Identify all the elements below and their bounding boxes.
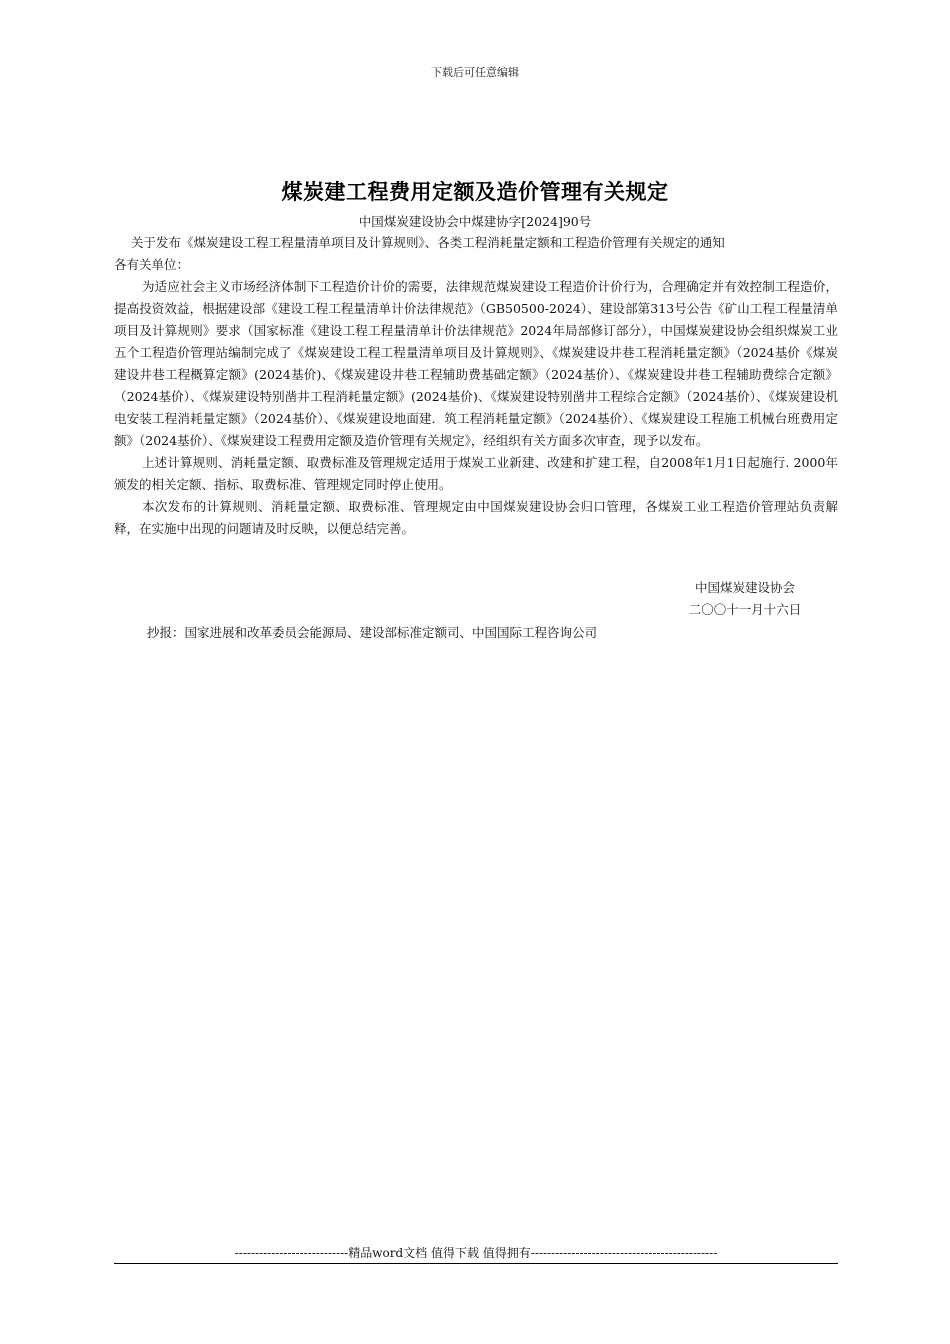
signature-organization: 中国煤炭建设协会 <box>694 580 795 595</box>
footer-text: ----------------------------精品word文档 值得下载 值得拥有---------------------------------------------- <box>234 1246 718 1260</box>
signature-date: 二〇〇十一月十六日 <box>688 602 802 617</box>
document-body <box>114 232 838 540</box>
cc-line: 抄报：国家进展和改革委员会能源局、建设部标准定额司、中国国际工程咨询公司 <box>147 625 598 640</box>
body-paragraph-1: 为适应社会主义市场经济体制下工程造价计价的需要，法律规范煤炭建设工程造价计价行为，合理确定并有效控制工程造价，提高投资效益，根据建设部《建设工程工程量清单计价法律规范》（GB50500-2024）、建设部第313号公告《矿山工程工程量清单项目及计算规则》要求（国家标准《建设工程工程量清单计价法律规范》2024年局部修订部分），中国煤炭建设协会组织煤炭工业五个工程造价管理站编制完成了《煤炭建设工程工程量清单项目及计算规则》、《煤炭建设井巷工程消耗量定额》（2024基价《煤炭建设井巷工程概算定额》(2024基价)、《煤炭建设井巷工程辅助费基础定额》（2024基价）、《煤炭建设井巷工程辅助费综合定额》（2024基价）、《煤炭建设特别凿井工程消耗量定额》(2024基价)、《煤炭建设特别凿井工程综合定额》（2024基价）、《煤炭建设机电安装工程消耗量定额》（2024基价）、《煤炭建设地面建．筑工程消耗量定额》（2024基价）、《煤炭建设工程施工机械台班费用定额》（2024基价）、《煤炭建设工程费用定额及造价管理有关规定》，经组织有关方面多次审查，现予以发布。 <box>114 279 838 448</box>
body-paragraph-2: 上述计算规则、消耗量定额、取费标准及管理规定适用于煤炭工业新建、改建和扩建工程，自2008年1月1日起施行. 2000年颁发的相关定额、指标、取费标准、管理规定同时停止使用。 <box>114 455 838 492</box>
footer-rule <box>114 1263 838 1264</box>
salutation: 各有关单位： <box>114 257 190 272</box>
document-number: 中国煤炭建设协会中煤建协字[2024]90号 <box>358 214 592 229</box>
notice-heading: 关于发布《煤炭建设工程工程量清单项目及计算规则》、各类工程消耗量定额和工程造价管理有关规定的通知 <box>131 235 725 250</box>
body-paragraph-3: 本次发布的计算规则、消耗量定额、取费标准、管理规定由中国煤炭建设协会归口管理，各煤炭工业工程造价管理站负责解释，在实施中出现的问题请及时反映，以便总结完善。 <box>114 499 838 536</box>
header-note: 下载后可任意编辑 <box>431 66 519 79</box>
document-title: 煤炭建工程费用定额及造价管理有关规定 <box>281 180 669 204</box>
